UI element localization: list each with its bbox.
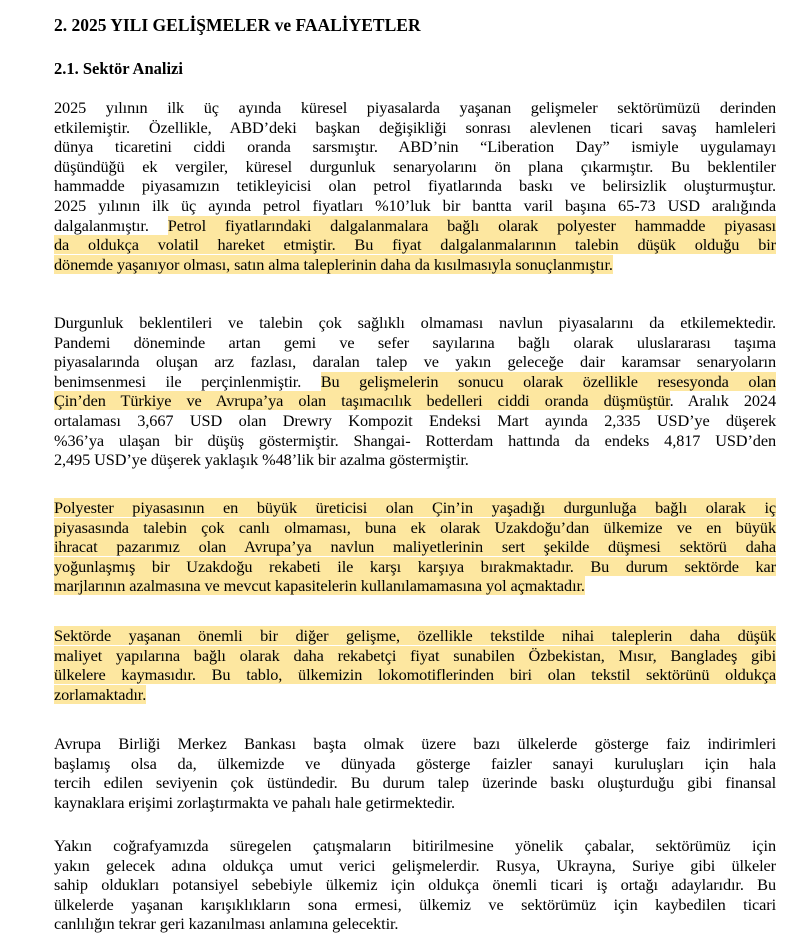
- text-line: [54, 176, 776, 196]
- text-line: [54, 518, 776, 538]
- subsection-title: 2.1. Sektör Analizi: [54, 59, 183, 78]
- text-line: [54, 118, 776, 138]
- text-line: [54, 450, 776, 470]
- paragraph: [54, 498, 776, 596]
- line-text: başlamış olsa da, ülkemizde ve dünyada gösterge faizler sanayi kuruluşları için hala: [54, 753, 776, 773]
- text-line: [54, 875, 776, 895]
- highlighted-text: yoğunlaşmış bir Uzakdoğu rekabeti ile karşı karşıya bırakmaktadır. Bu durum sektörde kar: [54, 556, 776, 576]
- text-line: [54, 734, 776, 754]
- highlighted-text: maliyet yapılarına bağlı olarak daha rekabetçi fiyat sunabilen Özbekistan, Mısır, Bangladeş gibi: [54, 645, 776, 665]
- text-line: [54, 372, 776, 392]
- line-text: hammadde piyasamızın tetikleyicisi olan petrol fiyatlarında baskı ve belirsizlik oluşturmuştur.: [54, 176, 776, 196]
- line-text: Yakın coğrafyamızda süregelen çatışmaların bitirilmesine yönelik çabalar, sektörümüz için: [54, 836, 776, 855]
- text-line: [54, 646, 776, 666]
- line-text: 2025 yılının ilk üç ayında petrol fiyatları %10’luk bir bantta varil başına 65-73 USD aralığında: [54, 195, 776, 215]
- text-line: [54, 431, 776, 451]
- highlighted-text: Çin’den Türkiye ve Avrupa’ya olan taşımacılık bedelleri ciddi oranda düşmüştür: [54, 391, 670, 411]
- highlighted-text: Petrol fiyatlarındaki dalgalanmalara bağlı olarak polyester hammadde piyasası: [167, 215, 776, 235]
- section-title: 2. 2025 YILI GELİŞMELER ve FAALİYETLER: [54, 15, 421, 35]
- line-text: 2,495 USD’ye düşerek yaklaşık %48’lik bir azalma göstermiştir.: [54, 450, 469, 470]
- paragraph: [54, 313, 776, 470]
- text-line: [54, 196, 776, 216]
- line-text: dünya ticaretini ciddi oranda sarsmıştır. ABD’nin “Liberation Day” ismiyle uygulamayı: [54, 137, 776, 157]
- text-line: [54, 216, 776, 236]
- text-line: [54, 895, 776, 915]
- text-line: [54, 498, 776, 518]
- line-text: düşündüğü ek vergiler, küresel durgunluk senaryolarını ön plana çıkarmıştır. Bu beklentiler: [54, 156, 776, 176]
- text-line: [54, 793, 776, 813]
- line-text: piyasalarında oluşan arz fazlası, daralan talep ve yakın geleceğe dair karamsar senaryoların: [54, 352, 776, 372]
- text-line: [54, 557, 776, 577]
- text-line: [54, 626, 776, 646]
- text-line: [54, 665, 776, 685]
- highlighted-text: zorlamaktadır.: [54, 684, 147, 704]
- line-text: Pandemi döneminde artan gemi ve sefer sayılarına bağlı olarak uluslararası taşıma: [54, 332, 776, 352]
- line-text: Durgunluk beklentileri ve talebin çok sağlıklı olmaması navlun piyasalarını da etkilemektedir.: [54, 313, 776, 332]
- highlighted-text: marjlarının azalmasına ve mevcut kapasitelerin kullanılamamasına yol açmaktadır.: [54, 576, 585, 596]
- text-line: [54, 773, 776, 793]
- line-text: benimsenmesi ile perçinlenmiştir.: [54, 371, 321, 391]
- line-text: Avrupa Birliği Merkez Bankası başta olmak üzere bazı ülkelerde gösterge faiz indirimleri: [54, 734, 776, 753]
- line-text: sahip oldukları potansiyel sebebiyle ülkemiz için oldukça önemli ticari iş ortağı adaylarıdır. Bu: [54, 875, 776, 895]
- text-line: [54, 576, 776, 596]
- line-text: etkilemiştir. Özellikle, ABD’deki başkan değişikliği sonrası alevlenen ticari savaş hamleleri: [54, 117, 776, 137]
- line-text: tercih edilen seviyenin çok üstündedir. Bu durum talep üzerinde baskı oluşturduğu gibi finansal: [54, 773, 776, 793]
- highlighted-text: Sektörde yaşanan önemli bir diğer gelişme, özellikle tekstilde nihai taleplerin daha düşük: [54, 626, 776, 645]
- text-line: [54, 411, 776, 431]
- paragraph: [54, 98, 776, 274]
- line-text: ortalaması 3,667 USD olan Drewry Kompozit Endeksi Mart ayında 2,335 USD’ye düşerek: [54, 410, 776, 430]
- paragraph: [54, 836, 776, 934]
- line-text: 2025 yılının ilk üç ayında küresel piyasalarda yaşanan gelişmeler sektörümüzü derinden: [54, 98, 776, 117]
- text-line: [54, 313, 776, 333]
- text-line: [54, 914, 776, 934]
- highlighted-text: ihracat pazarımız olan Avrupa’ya navlun maliyetlerinin sert şekilde düşmesi sektörü daha: [54, 537, 776, 557]
- highlighted-text: ülkelere kaymasıdır. Bu tablo, ülkemizin lokomotiflerinden biri olan tekstil sektörünü oldukça: [54, 665, 776, 685]
- line-text: ülkelerde yaşanan karışıklıkların sona ermesi, ülkemiz ve sektörümüz için kaybedilen ticari: [54, 894, 776, 914]
- line-text: yakın gelecek adına oldukça umut verici gelişmelerdir. Rusya, Ukrayna, Suriye gibi ülkeler: [54, 855, 776, 875]
- text-line: [54, 98, 776, 118]
- line-text: kaynaklara erişimi zorlaştırmakta ve pahalı hale getirmektedir.: [54, 792, 456, 812]
- text-line: [54, 856, 776, 876]
- line-text: . Aralık 2024: [669, 391, 776, 411]
- text-line: [54, 836, 776, 856]
- text-line: [54, 255, 776, 275]
- text-line: [54, 352, 776, 372]
- text-line: [54, 391, 776, 411]
- highlighted-text: Bu gelişmelerin sonucu olarak özellikle resesyonda olan: [320, 371, 777, 391]
- text-line: [54, 685, 776, 705]
- highlighted-text: da oldukça volatil hareket etmiştir. Bu fiyat dalgalanmalarının talebin düşük olduğu bir: [54, 235, 776, 255]
- highlighted-text: Polyester piyasasının en büyük üreticisi olan Çin’in yaşadığı durgunluğa bağlı olarak iç: [54, 498, 776, 517]
- line-text: %36’ya ulaşan bir düşüş göstermiştir. Shangai- Rotterdam hattında da endeks 4,817 USD’den: [54, 430, 776, 450]
- text-line: [54, 137, 776, 157]
- text-line: [54, 235, 776, 255]
- paragraph: [54, 626, 776, 704]
- text-line: [54, 537, 776, 557]
- highlighted-text: dönemde yaşanıyor olması, satın alma taleplerinin daha da kısılmasıyla sonuçlanmıştır.: [54, 254, 613, 274]
- text-line: [54, 754, 776, 774]
- line-text: canlılığın tekrar geri kazanılması anlamına gelecektir.: [54, 914, 399, 934]
- text-line: [54, 333, 776, 353]
- text-line: [54, 157, 776, 177]
- highlighted-text: piyasasında talebin çok canlı olmaması, buna ek olarak Uzakdoğu’dan ülkemize ve en büyük: [54, 517, 776, 537]
- line-text: dalgalanmıştır.: [54, 215, 168, 235]
- paragraph: [54, 734, 776, 812]
